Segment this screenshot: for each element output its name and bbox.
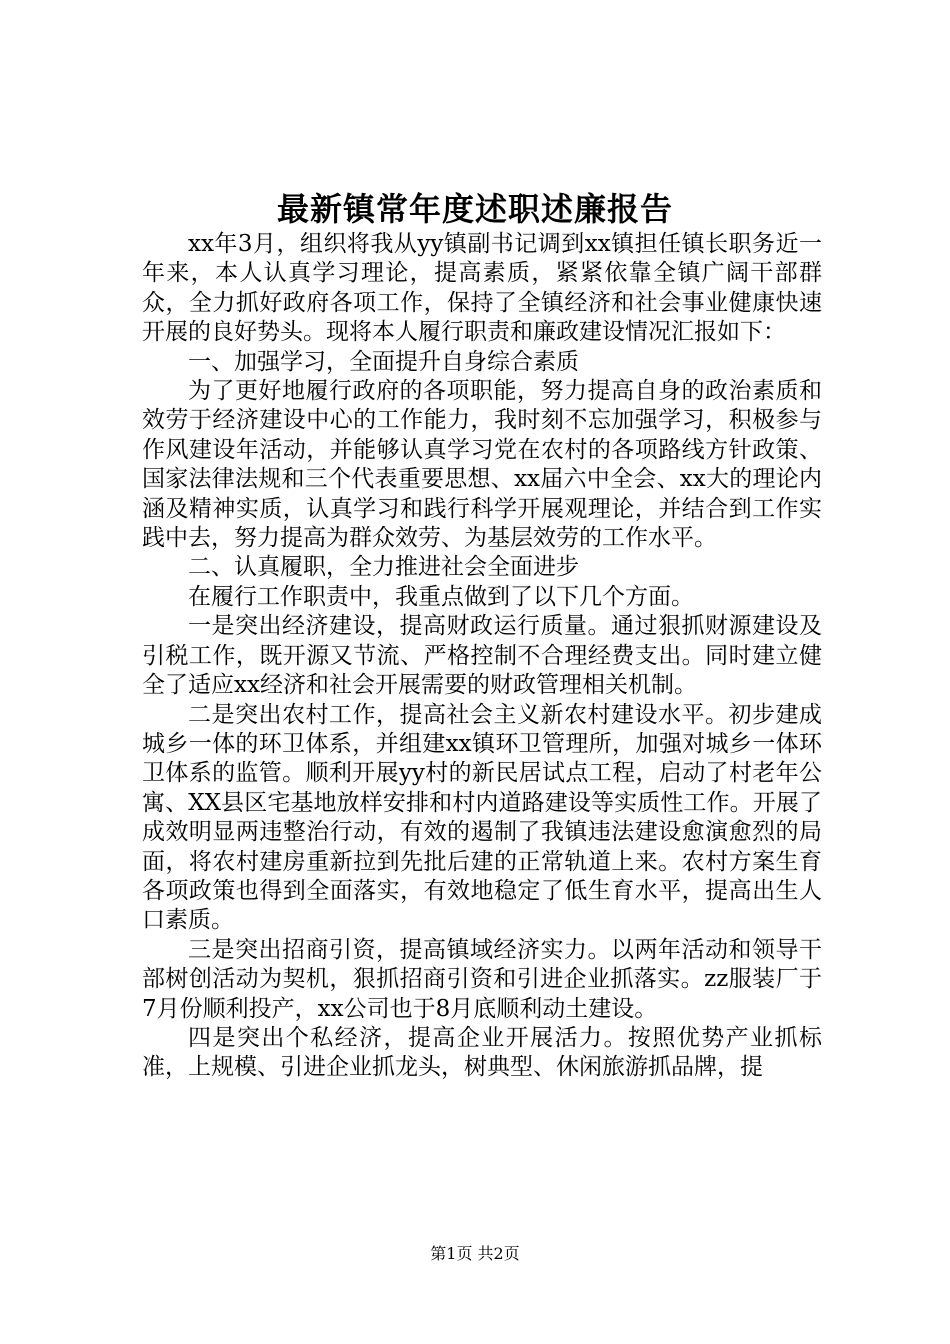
paragraph-investment: 三是突出招商引资，提高镇域经济实力。以两年活动和领导干部树创活动为契机，狠抓招商引资和引进企业抓落实。zz服装厂于7月份顺利投产，xx公司也于8月底顺利动土建设。: [142, 936, 822, 1022]
paragraph-duties-intro: 在履行工作职责中，我重点做到了以下几个方面。: [188, 583, 694, 610]
document-body: [142, 230, 822, 1083]
section-heading-1: 一、加强学习，全面提升自身综合素质: [188, 348, 579, 375]
paragraph-private-economy: 四是突出个私经济，提高企业开展活力。按照优势产业抓标准，上规模、引进企业抓龙头，树典型、休闲旅游抓品牌，提: [142, 1024, 822, 1081]
page-number-footer: 第1页 共2页: [430, 1244, 520, 1263]
paragraph-study: 为了更好地履行政府的各项职能，努力提高自身的政治素质和效劳于经济建设中心的工作能力，我时刻不忘加强学习，积极参与作风建设年活动，并能够认真学习党在农村的各项路线方针政策、国家法律法规和三个代表重要思想、xx届六中全会、xx大的理论内涵及精神实质，认真学习和践行科学开展观理论，并结合到工作实践中去，努力提高为群众效劳、为基层效劳的工作水平。: [142, 378, 822, 552]
document-title: 最新镇常年度述职述廉报告: [276, 190, 673, 228]
paragraph-economy: 一是突出经济建设，提高财政运行质量。通过狠抓财源建设及引税工作，既开源又节流、严格控制不合理经费支出。同时建立健全了适应xx经济和社会开展需要的财政管理相关机制。: [142, 613, 822, 699]
paragraph-intro: xx年3月，组织将我从yy镇副书记调到xx镇担任镇长职务近一年来，本人认真学习理论，提高素质，紧紧依靠全镇广阔干部群众，全力抓好政府各项工作，保持了全镇经济和社会事业健康快速开展的良好势头。现将本人履行职责和廉政建设情况汇报如下：: [142, 231, 822, 346]
section-heading-2: 二、认真履职，全力推进社会全面进步: [188, 554, 579, 581]
paragraph-rural: 二是突出农村工作，提高社会主义新农村建设水平。初步建成城乡一体的环卫体系，并组建xx镇环卫管理所，加强对城乡一体环卫体系的监管。顺利开展yy村的新民居试点工程，启动了村老年公寓、XX县区宅基地放样安排和村内道路建设等实质性工作。开展了成效明显两违整治行动，有效的遏制了我镇违法建设愈演愈烈的局面，将农村建房重新拉到先批后建的正常轨道上来。农村方案生育各项政策也得到全面落实，有效地稳定了低生育水平，提高出生人口素质。: [142, 701, 822, 934]
